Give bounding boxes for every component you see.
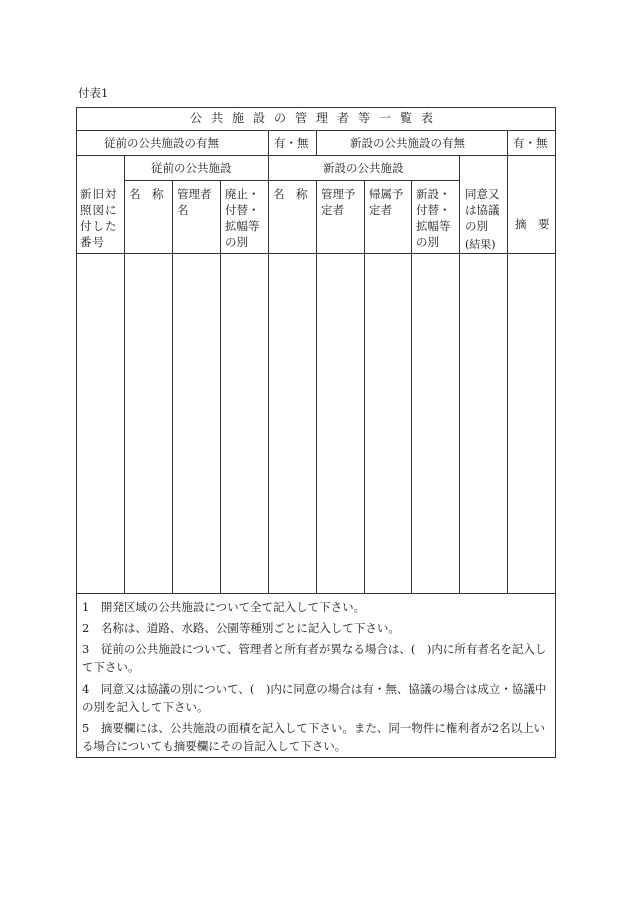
table-rule [316, 130, 317, 155]
column-header-new-planned-owner: 帰属予定者 [369, 187, 404, 217]
column-header-new-change: 新設・付替・拡幅等の別 [416, 187, 451, 249]
table-rule [316, 180, 317, 593]
table-rule [172, 180, 173, 593]
note-1: 1 開発区域の公共施設について全て記入して下さい。 [82, 600, 366, 614]
table-rule [507, 130, 508, 155]
new-exists-value: 有・無 [513, 136, 548, 150]
table-rule [507, 155, 508, 593]
page-label: 付表1 [78, 86, 109, 100]
note-5: 5 摘要欄には、公共施設の面積を記入して下さい。また、同一物件に権利者が2名以上いる場合についても摘要欄にその旨記入して下さい。 [82, 721, 546, 753]
former-exists-label: 従前の公共施設の有無 [104, 136, 219, 150]
column-header-remarks: 摘 要 [515, 217, 550, 231]
table-rule [76, 593, 556, 594]
note-2: 2 名称は、道路、水路、公園等種別ごとに記入して下さい。 [82, 621, 400, 635]
column-header-consent-result: (結果) [465, 238, 496, 251]
column-header-number: 新旧対照図に付した番号 [80, 187, 118, 249]
column-header-former-change: 廃止・付替・拡幅等の別 [225, 187, 260, 249]
table-rule [124, 180, 459, 181]
column-header-former-name: 名 称 [129, 187, 164, 201]
table-rule [268, 155, 269, 593]
new-group-header: 新設の公共施設 [323, 161, 404, 175]
table-rule [364, 180, 365, 593]
former-group-header: 従前の公共施設 [151, 161, 232, 175]
new-exists-label: 新設の公共施設の有無 [350, 136, 465, 150]
table-rule [124, 155, 125, 593]
column-header-former-manager: 管理者名 [177, 187, 212, 217]
column-header-new-name: 名 称 [273, 187, 308, 201]
note-3: 3 従前の公共施設について、管理者と所有者が異なる場合は、( )内に所有者名を記入して下さい。 [82, 642, 547, 674]
table-rule [411, 180, 412, 593]
table-rule [220, 180, 221, 593]
column-header-new-planned-manager: 管理予定者 [321, 187, 356, 217]
table-rule [459, 155, 460, 593]
column-header-consent: 同意又は協議の別 [465, 187, 500, 233]
former-exists-value: 有・無 [274, 136, 309, 150]
table-title: 公共施設の管理者等一覧表 [189, 111, 442, 125]
note-4: 4 同意又は協議の別について、( )内に同意の場合は有・無、協議の場合は成立・協議中の別を記入して下さい。 [82, 682, 547, 714]
table-rule [76, 155, 556, 156]
table-rule [268, 130, 269, 155]
